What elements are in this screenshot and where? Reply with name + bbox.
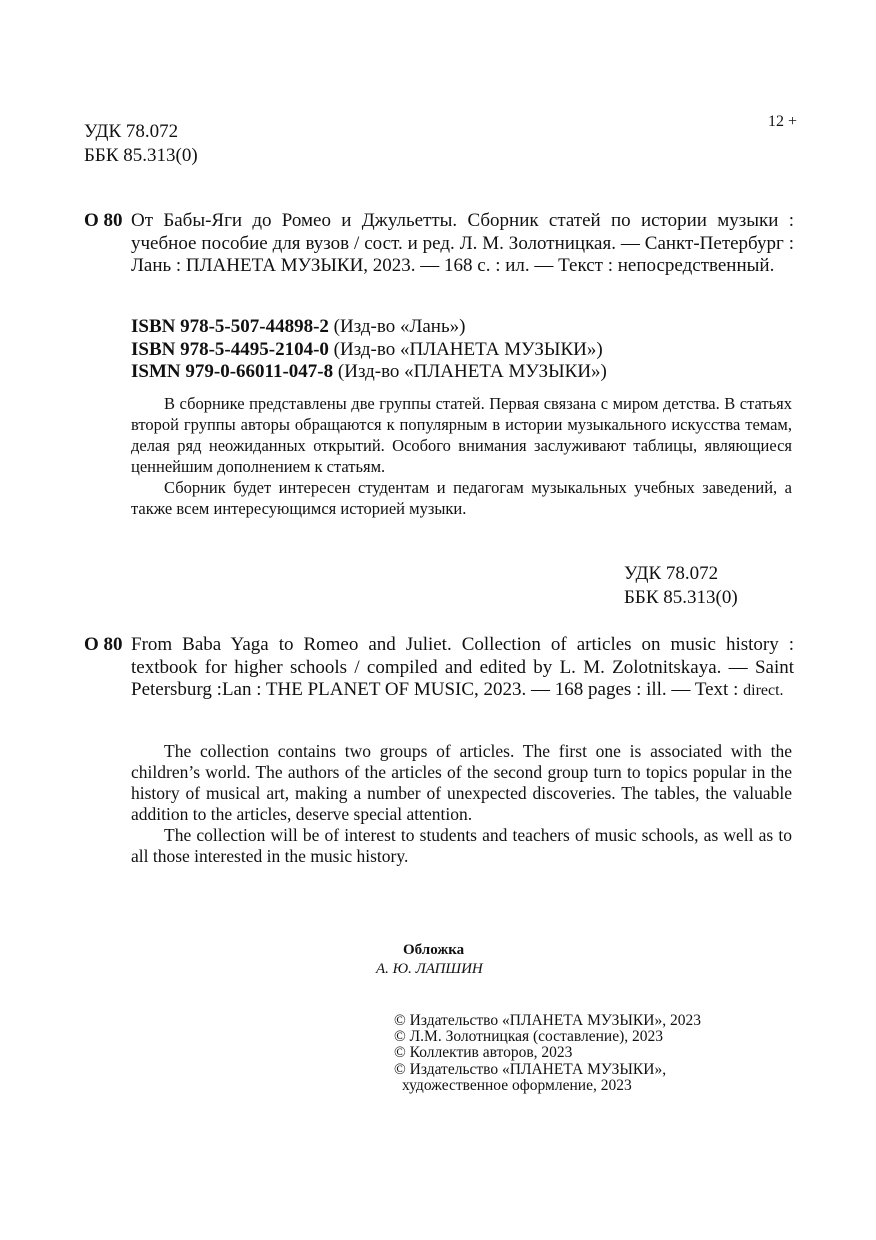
- abstract-paragraph: В сборнике представлены две группы статей. Первая связана с миром детства. В статьях второй группы авторы обращаются к популярным в истории музыкального искусства темам, делая ряд неожиданных открытий. Особого внимания заслуживают таблицы, являющиеся ценнейшим дополнением к статьям.: [131, 394, 792, 476]
- copyright-line: © Издательство «ПЛАНЕТА МУЗЫКИ», 2023: [394, 1012, 701, 1029]
- author-mark: О 80: [84, 634, 123, 655]
- author-mark: О 80: [84, 210, 123, 231]
- abstract-paragraph: The collection will be of interest to students and teachers of music schools, as well as to all those interested in the music history.: [131, 825, 792, 866]
- identifier-number: ISMN 979-0-66011-047-8: [131, 361, 334, 382]
- udk-code: УДК 78.072: [624, 563, 719, 584]
- identifier-line: [131, 339, 607, 362]
- cover-label: Обложка: [403, 942, 465, 958]
- ru-bibliographic-description: От Бабы-Яги до Ромео и Джульетты. Сборник статей по истории музыки : учебное пособие для вузов / сост. и ред. Л. М. Золотницкая. — Санкт-Петербург : Лань : ПЛАНЕТА МУЗЫКИ, 2023. — 168 с. : ил. — Текст : непосредственный.: [131, 210, 794, 276]
- classification-codes-top: [84, 120, 198, 168]
- identifier-publisher: (Изд-во «Лань»): [333, 316, 466, 337]
- en-catalog-entry: [84, 634, 794, 703]
- abstract-paragraph: Сборник будет интересен студентам и педагогам музыкальных учебных заведений, а также всем интересующимся историей музыки.: [131, 478, 792, 518]
- identifier-publisher: (Изд-во «ПЛАНЕТА МУЗЫКИ»): [333, 338, 603, 360]
- classification-codes-right: [624, 562, 738, 610]
- en-abstract: [131, 741, 792, 867]
- bbk-code: ББК 85.313(0): [84, 145, 198, 166]
- ru-catalog-entry: [84, 210, 794, 278]
- abstract-paragraph: The collection contains two groups of articles. The first one is associated with the children’s world. The authors of the articles of the second group turn to topics popular in the history of musical art, making a number of unexpected discoveries. The tables, the valuable addition to the articles, deserve special attention.: [131, 741, 792, 824]
- copyright-line: © Издательство «ПЛАНЕТА МУЗЫКИ»,: [394, 1060, 667, 1078]
- identifier-number: ISBN 978-5-4495-2104-0: [131, 338, 329, 360]
- identifier-publisher: (Изд-во «ПЛАНЕТА МУЗЫКИ»): [337, 361, 607, 382]
- copyright-line: © Л.М. Золотницкая (составление), 2023: [394, 1028, 664, 1046]
- ru-abstract: [131, 393, 792, 519]
- age-rating: 12 +: [768, 113, 798, 130]
- copyright-line-continuation: художественное оформление, 2023: [402, 1076, 632, 1094]
- bbk-code: ББК 85.313(0): [624, 587, 738, 608]
- copyright-block: [394, 1013, 701, 1094]
- identifier-line: [131, 316, 607, 339]
- en-description-text: From Baba Yaga to Romeo and Juliet. Collection of articles on music history : textbook for higher schools / compiled and edited by L. M. Zolotnitskaya. — Saint Petersburg :Lan : THE PLANET OF MUSIC, 2023. — 168 pages : ill. — Text :: [131, 634, 794, 700]
- udk-code: УДК 78.072: [84, 121, 179, 142]
- en-bibliographic-description: [131, 634, 794, 703]
- identifier-number: ISBN 978-5-507-44898-2: [131, 316, 329, 337]
- en-description-small: direct.: [743, 682, 784, 699]
- cover-artist: А. Ю. ЛАПШИН: [376, 961, 483, 977]
- identifier-list: [131, 316, 607, 384]
- copyright-line: © Коллектив авторов, 2023: [394, 1044, 573, 1062]
- identifier-line: [131, 361, 607, 384]
